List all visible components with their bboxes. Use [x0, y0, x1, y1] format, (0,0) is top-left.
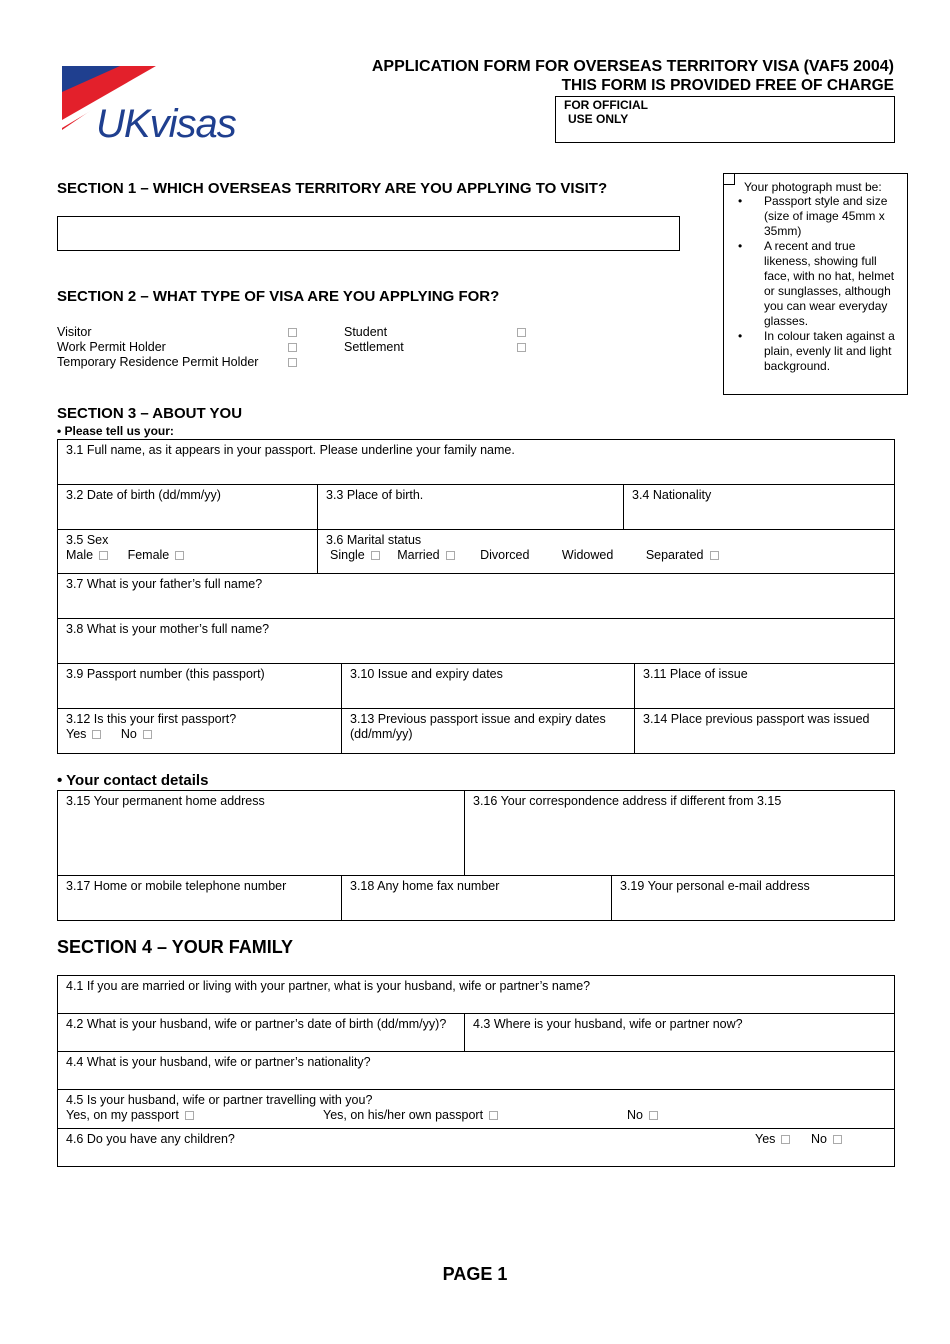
logo-text: UKvisas	[96, 102, 236, 146]
first-passport-yes-checkbox[interactable]	[92, 730, 101, 739]
previous-passport-place-field[interactable]	[634, 708, 895, 754]
fax-field[interactable]	[341, 875, 612, 921]
q3-13-label: 3.13 Previous passport issue and expiry dates	[350, 712, 606, 726]
section2-heading: SECTION 2 – WHAT TYPE OF VISA ARE YOU APPLYING FOR?	[57, 288, 500, 305]
travel-option-my-passport-label: Yes, on my passport	[66, 1108, 179, 1122]
section3-heading: SECTION 3 – ABOUT YOU	[57, 405, 243, 422]
q3-18-label: 3.18 Any home fax number	[350, 879, 500, 893]
travel-option-own-passport-label: Yes, on his/her own passport	[323, 1108, 484, 1122]
visa-option-temp-residence: Temporary Residence Permit Holder	[57, 355, 259, 369]
visa-option-visitor: Visitor	[57, 325, 92, 339]
photo-corner-mark	[724, 174, 735, 185]
widowed-checkbox[interactable]	[619, 551, 628, 560]
telephone-field[interactable]	[57, 875, 342, 921]
ukvisas-logo	[60, 62, 240, 152]
q3-16-label: 3.16 Your correspondence address if different from 3.15	[473, 794, 782, 808]
full-name-field[interactable]	[57, 439, 895, 485]
partner-name-field[interactable]	[57, 975, 895, 1014]
first-passport-yes-label: Yes	[66, 727, 87, 741]
section1-heading: SECTION 1 – WHICH OVERSEAS TERRITORY ARE YOU APPLYING TO VISIT?	[57, 180, 608, 197]
partner-travelling-field	[57, 1089, 895, 1129]
photo-intro: Your photograph must be:	[744, 180, 882, 194]
q3-10-label: 3.10 Issue and expiry dates	[350, 667, 503, 681]
marital-divorced-label: Divorced	[480, 548, 530, 562]
section3-bullet: Please tell us your:	[64, 424, 174, 438]
male-checkbox[interactable]	[99, 551, 108, 560]
first-passport-options	[66, 727, 333, 742]
my-passport-checkbox[interactable]	[185, 1111, 194, 1120]
q3-4-label: 3.4 Nationality	[632, 488, 712, 502]
children-yes-label: Yes	[755, 1132, 776, 1146]
q3-11-label: 3.11 Place of issue	[643, 667, 748, 681]
place-of-issue-field[interactable]	[634, 663, 895, 709]
first-passport-no-label: No	[120, 727, 137, 741]
photo-requirement: • Passport style and size (size of image 45mm x 35mm)	[764, 194, 902, 239]
dob-field[interactable]	[57, 484, 318, 530]
visa-option-settlement: Settlement	[344, 340, 404, 354]
marital-options	[326, 548, 886, 563]
contact-heading-text: Your contact details	[66, 772, 209, 789]
territory-input[interactable]	[57, 216, 680, 251]
own-passport-checkbox[interactable]	[489, 1111, 498, 1120]
mother-name-field[interactable]	[57, 618, 895, 664]
q3-8-label: 3.8 What is your mother’s full name?	[66, 622, 270, 636]
travel-option-no-label: No	[627, 1108, 643, 1122]
first-passport-field	[57, 708, 342, 754]
partner-dob-field[interactable]	[57, 1013, 465, 1052]
children-no-checkbox[interactable]	[833, 1135, 842, 1144]
q3-6-label: 3.6 Marital status	[326, 533, 422, 547]
children-no	[811, 1132, 842, 1147]
marital-separated-label: Separated	[645, 548, 704, 562]
official-label-2: USE ONLY	[568, 112, 629, 126]
q3-2-label: 3.2 Date of birth (dd/mm/yy)	[66, 488, 221, 502]
marital-widowed-label: Widowed	[561, 548, 614, 562]
section3-instruction: • Please tell us your:	[57, 424, 174, 438]
partner-travelling-options	[66, 1108, 886, 1123]
photo-requirement: • In colour taken against a plain, evenly lit and light background.	[764, 329, 902, 374]
official-use-box	[555, 96, 895, 143]
photo-requirement: • A recent and true likeness, showing full face, with no hat, helmet or sunglasses, although you can wear everyday glasses.	[764, 239, 902, 329]
settlement-checkbox[interactable]	[517, 343, 526, 352]
photo-box[interactable]	[723, 173, 908, 395]
children-yes-checkbox[interactable]	[781, 1135, 790, 1144]
nationality-field[interactable]	[623, 484, 895, 530]
q3-12-label: 3.12 Is this your first passport?	[66, 712, 237, 726]
children-yes	[755, 1132, 790, 1147]
travel-no-checkbox[interactable]	[649, 1111, 658, 1120]
single-checkbox[interactable]	[371, 551, 380, 560]
q4-1-label: 4.1 If you are married or living with your partner, what is your husband, wife or partner’s name?	[66, 979, 591, 993]
visa-option-work-permit: Work Permit Holder	[57, 340, 166, 354]
form-subtitle: THIS FORM IS PROVIDED FREE OF CHARGE	[561, 77, 894, 94]
divorced-checkbox[interactable]	[535, 551, 544, 560]
section4-heading: SECTION 4 – YOUR FAMILY	[57, 937, 294, 957]
issue-expiry-field[interactable]	[341, 663, 635, 709]
visa-option-student: Student	[344, 325, 388, 339]
passport-number-field[interactable]	[57, 663, 342, 709]
travel-option-my-passport	[66, 1108, 194, 1123]
married-checkbox[interactable]	[446, 551, 455, 560]
student-checkbox[interactable]	[517, 328, 526, 337]
q3-19-label: 3.19 Your personal e-mail address	[620, 879, 810, 893]
home-address-field[interactable]	[57, 790, 465, 876]
q3-15-label: 3.15 Your permanent home address	[66, 794, 265, 808]
travel-option-no	[627, 1108, 658, 1123]
travel-option-own-passport	[323, 1108, 498, 1123]
first-passport-no-checkbox[interactable]	[143, 730, 152, 739]
children-no-label: No	[811, 1132, 827, 1146]
q4-5-label: 4.5 Is your husband, wife or partner travelling with you?	[66, 1093, 373, 1107]
sex-female-label: Female	[127, 548, 170, 562]
q4-4-label: 4.4 What is your husband, wife or partner’s nationality?	[66, 1055, 371, 1069]
q4-6-label: 4.6 Do you have any children?	[66, 1132, 235, 1146]
q3-17-label: 3.17 Home or mobile telephone number	[66, 879, 287, 893]
marital-married-label: Married	[397, 548, 440, 562]
marital-status-field	[317, 529, 895, 574]
q3-9-label: 3.9 Passport number (this passport)	[66, 667, 265, 681]
marital-single-label: Single	[330, 548, 365, 562]
visitor-checkbox[interactable]	[288, 328, 297, 337]
separated-checkbox[interactable]	[710, 551, 719, 560]
q3-3-label: 3.3 Place of birth.	[326, 488, 424, 502]
sex-options	[66, 548, 309, 563]
sex-male-label: Male	[66, 548, 94, 562]
q3-7-label: 3.7 What is your father’s full name?	[66, 577, 263, 591]
father-name-field[interactable]	[57, 573, 895, 619]
email-field[interactable]	[611, 875, 895, 921]
official-label-1: FOR OFFICIAL	[564, 98, 648, 112]
q3-5-label: 3.5 Sex	[66, 533, 109, 547]
q3-1-label: 3.1 Full name, as it appears in your passport. Please underline your family name.	[66, 443, 515, 457]
q4-3-label: 4.3 Where is your husband, wife or partner now?	[473, 1017, 743, 1031]
female-checkbox[interactable]	[175, 551, 184, 560]
q4-2-label: 4.2 What is your husband, wife or partner’s date of birth (dd/mm/yy)?	[66, 1017, 447, 1031]
place-of-birth-field[interactable]	[317, 484, 624, 530]
correspondence-address-field[interactable]	[464, 790, 895, 876]
partner-location-field[interactable]	[464, 1013, 895, 1052]
page-number: PAGE 1	[442, 1264, 508, 1284]
previous-passport-dates-field[interactable]	[341, 708, 635, 754]
sex-field	[57, 529, 318, 574]
children-field	[57, 1128, 895, 1167]
q3-13-format: (dd/mm/yy)	[350, 727, 413, 741]
partner-nationality-field[interactable]	[57, 1051, 895, 1090]
photo-requirements	[728, 194, 902, 374]
contact-heading: • Your contact details	[57, 772, 209, 789]
q3-14-label: 3.14 Place previous passport was issued	[643, 712, 870, 726]
temp-residence-checkbox[interactable]	[288, 358, 297, 367]
form-title: APPLICATION FORM FOR OVERSEAS TERRITORY VISA (VAF5 2004)	[371, 58, 894, 75]
work-permit-checkbox[interactable]	[288, 343, 297, 352]
